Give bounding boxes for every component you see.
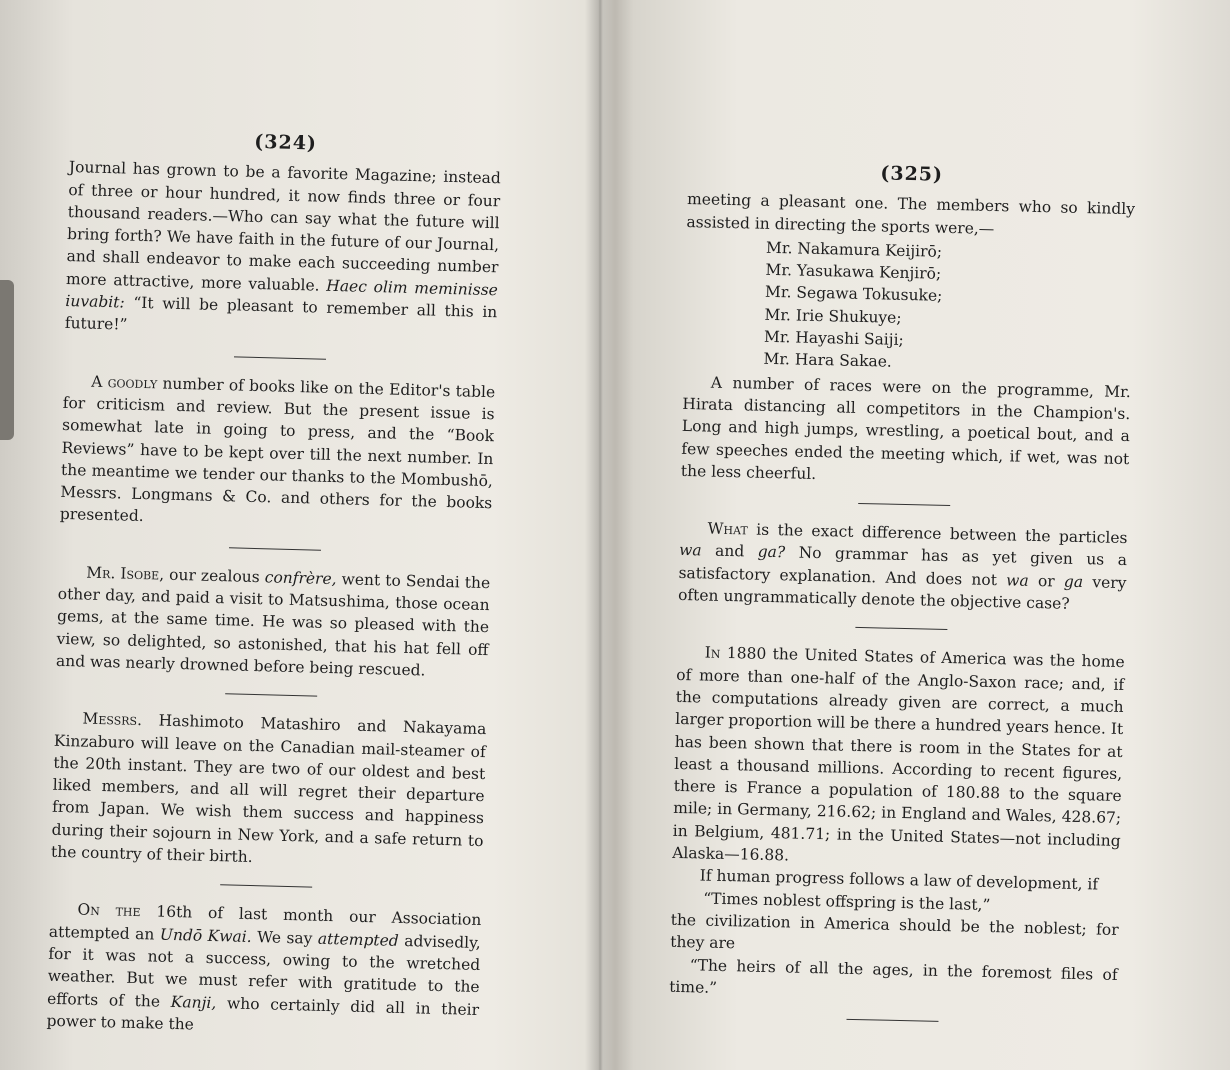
section-divider: [229, 547, 321, 550]
list-item: Mr. Hayashi Saiji;: [763, 327, 904, 350]
quotation: “Times noblest offspring is the last,”: [703, 889, 991, 914]
section-divider: [220, 885, 312, 888]
list-item: Mr. Irie Shukuye;: [764, 305, 902, 327]
list-item: Mr. Nakamura Keijirō;: [765, 238, 943, 261]
page-edge: [0, 280, 14, 440]
quotation: “The heirs of all the ages, in the foremost files of time.”: [668, 955, 1118, 997]
list-item: Mr. Yasukawa Kenjirō;: [765, 260, 942, 283]
page-number: (325): [880, 162, 944, 186]
paragraph: On the 16th of last month our Association attempted an Undō Kwai. We say attempted advisedly, for it was not a success, owing to the wretched weather. But we must refer with gratitude to the efforts of the Kanji, who certainly did all in their power to make the: [46, 900, 482, 1034]
paragraph: In 1880 the United States of America was the home of more than one-half of the Anglo-Saxon race; and, if the computations already given are correct, a much larger proportion will be there a hundred years hence. It has been shown that there is room in the States for at least a thousand millions. According to recent figures, there is France a population of 180.88 to the square mile; in Germany, 216.62; in England and Wales, 428.67; in Belgium, 481.71; in the United States—not including Alaska—16.88.: [672, 643, 1125, 865]
right-page: [668, 158, 1136, 1043]
paragraph: If human progress follows a law of development, if: [699, 866, 1099, 894]
section-divider: [858, 503, 950, 506]
paragraph: Mr. Isobe, our zealous confrère, went to Sendai the other day, and paid a visit to Matsushima, those ocean gems, at the same time. He was so pleased with the view, so delighted, so astonished, that his hat fell off and was nearly drowned before being rescued.: [55, 563, 491, 680]
section-divider: [846, 1019, 938, 1022]
left-page: [46, 126, 502, 1043]
paragraph: the civilization in America should be the noblest; for they are: [670, 910, 1119, 953]
list-item: Mr. Hara Sakae.: [763, 350, 892, 372]
section-divider: [225, 693, 317, 696]
page-number: (324): [254, 130, 318, 155]
paragraph: meeting a pleasant one. The members who so kindly assisted in directing the sports were,—: [686, 190, 1136, 238]
paragraph: Journal has grown to be a favorite Magazine; instead of three or hour hundred, it now finds three or four thousand readers.—Who can say what the future will bring forth? We have faith in the future of our Journal, and shall endeavor to make each succeeding number more attractive, more valuable. Haec olim meminisse iuvabit: “It will be pleasant to remember all this in future!”: [64, 158, 502, 334]
section-divider: [234, 356, 326, 359]
list-item: Mr. Segawa Tokusuke;: [764, 283, 943, 306]
name-list: [763, 237, 1134, 379]
paragraph: A goodly number of books like on the Editor's table for criticism and review. But the present issue is somewhat late in going to press, and the “Book Reviews” have to be kept over till the next number. In the meantime we tender our thanks to the Mombushō, Messrs. Longmans & Co. and others for the books presented.: [59, 372, 496, 526]
paragraph: A number of races were on the programme, Mr. Hirata distancing all competitors in the Champion's. Long and high jumps, wrestling, a poetical bout, and a few speeches ended the meeting which, if wet, was not the less cheerful.: [680, 373, 1132, 483]
book-binding: [585, 0, 615, 1070]
paragraph: What is the exact difference between the particles wa and ga? No grammar has as yet given us a satisfactory explanation. And does not wa or ga very often ungrammatically denote the objective case?: [677, 519, 1128, 613]
section-divider: [855, 627, 947, 630]
paragraph: Messrs. Hashimoto Matashiro and Nakayama Kinzaburo will leave on the Canadian mail-steamer of the 20th instant. They are two of our oldest and best liked members, and all will regret their departure from Japan. We wish them success and happiness during their sojourn in New York, and a safe return to the country of their birth.: [50, 709, 487, 867]
